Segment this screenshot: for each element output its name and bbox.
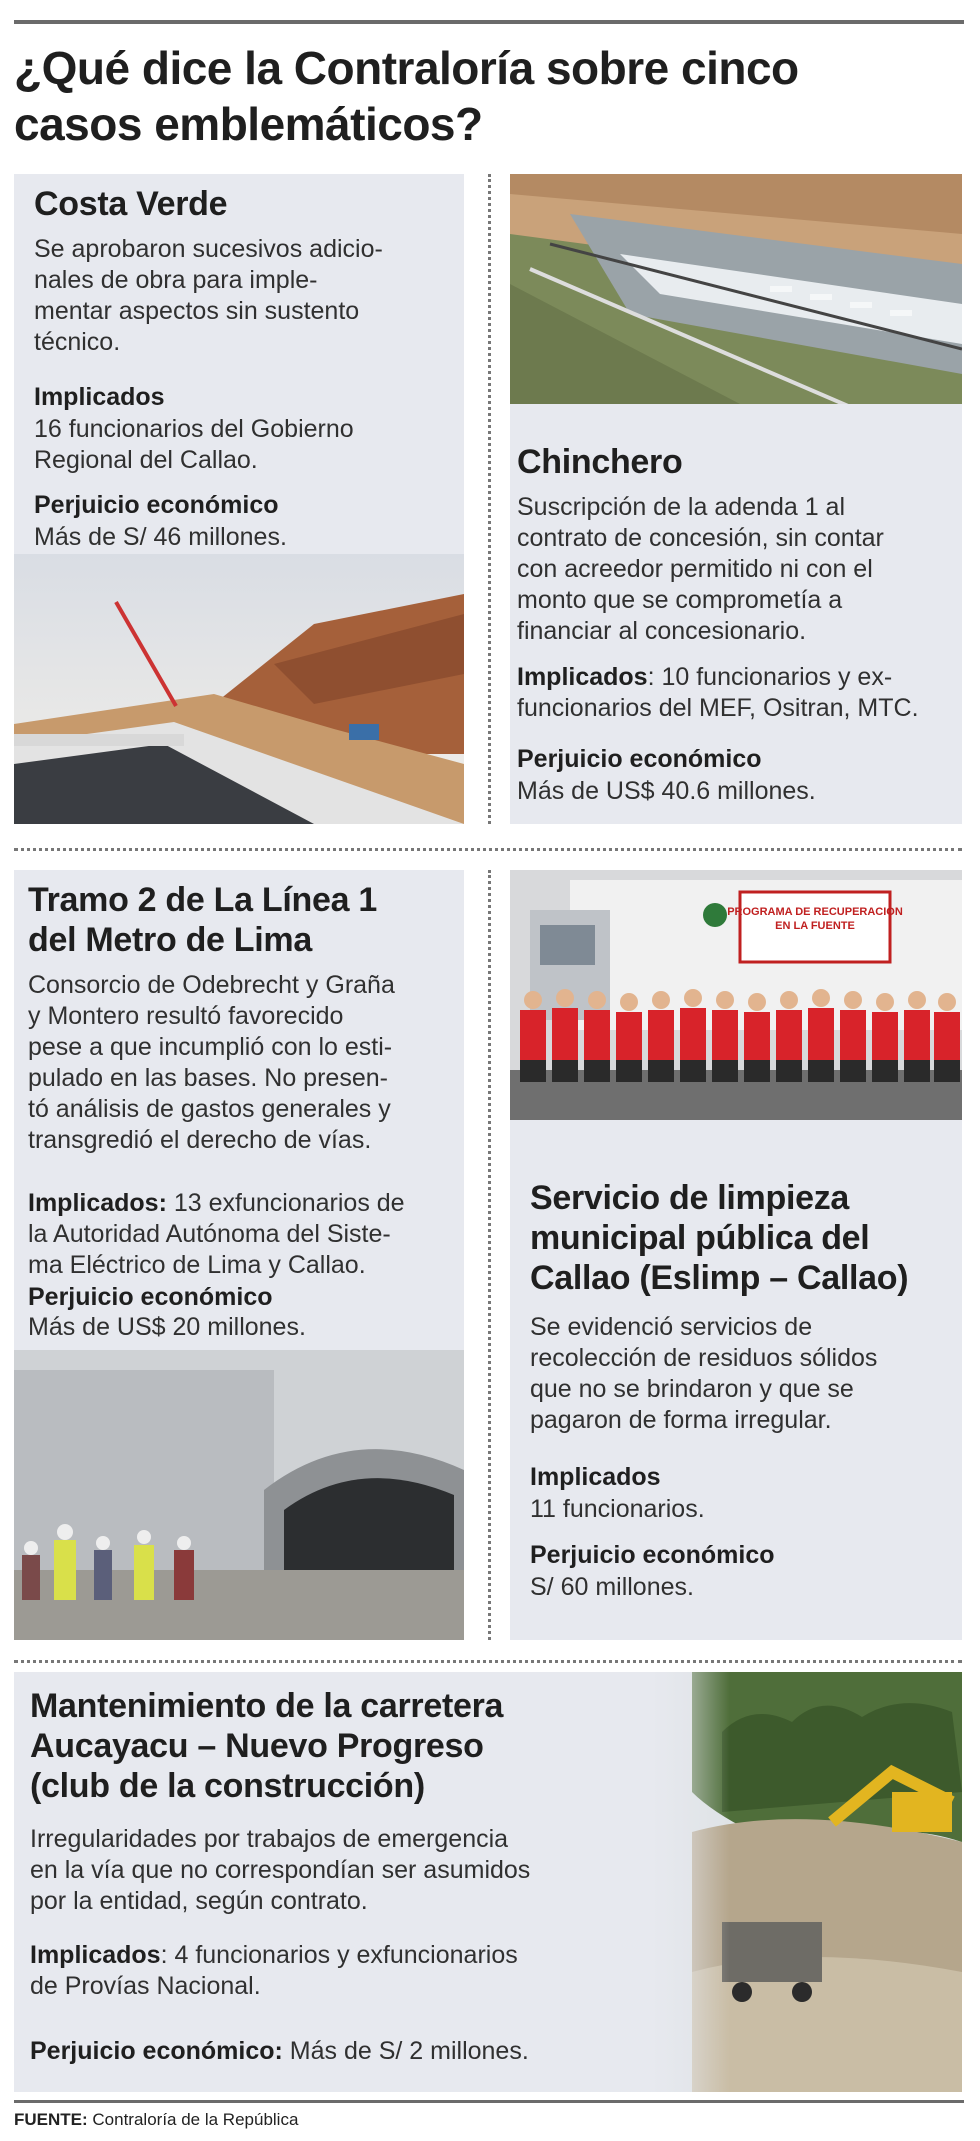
source-text: Contraloría de la República bbox=[87, 2110, 299, 2129]
case-title: Tramo 2 de La Línea 1 del Metro de Lima bbox=[28, 881, 377, 959]
source-label: FUENTE: bbox=[14, 2110, 88, 2129]
case-title: Servicio de limpieza municipal pública del Callao (Eslimp – Callao) bbox=[530, 1179, 909, 1297]
perjuicio-value: Más de US$ 40.6 millones. bbox=[517, 777, 816, 805]
perjuicio-label: Perjuicio económico bbox=[530, 1541, 775, 1569]
case-title: Costa Verde bbox=[34, 185, 228, 223]
column-divider bbox=[488, 174, 491, 824]
column-divider bbox=[488, 870, 491, 1640]
case-aucayacu bbox=[14, 1672, 962, 2092]
implicados-line bbox=[30, 1940, 650, 2002]
implicados-label: Implicados bbox=[34, 383, 165, 411]
implicados-label: Implicados bbox=[530, 1463, 661, 1491]
case-description: Consorcio de Odebrecht y Graña y Montero resultó favorecido pese a que incumplió con lo esti- pulado en las bases. No presen- tó análisis de gastos generales y transgredió el derecho de vías. bbox=[28, 971, 395, 1154]
case-eslimp bbox=[510, 870, 962, 1640]
perjuicio-label: Perjuicio económico bbox=[517, 745, 762, 773]
perjuicio-value: Más de US$ 20 millones. bbox=[28, 1313, 306, 1341]
page-title: ¿Qué dice la Contraloría sobre cinco casos emblemáticos? bbox=[14, 42, 799, 150]
perjuicio-label: Perjuicio económico: bbox=[30, 2037, 283, 2065]
implicados-label: Implicados bbox=[30, 1941, 161, 1969]
case-description: Irregularidades por trabajos de emergencia en la vía que no correspondían ser asumidos por la entidad, según contrato. bbox=[30, 1825, 531, 1915]
cleaning-workers-photo bbox=[510, 870, 962, 1120]
source-note bbox=[14, 2110, 298, 2130]
bottom-rule bbox=[14, 2100, 964, 2103]
truck-banner-text: PROGRAMA DE RECUPERACION EN LA FUENTE bbox=[727, 906, 903, 932]
implicados-value: 16 funcionarios del Gobierno Regional del Callao. bbox=[34, 415, 354, 474]
implicados-value: 13 exfuncionarios de la Autoridad Autónoma del Siste- ma Eléctrico de Lima y Callao. bbox=[28, 1189, 405, 1279]
perjuicio-line bbox=[30, 2036, 650, 2067]
perjuicio-value: Más de S/ 2 millones. bbox=[282, 2037, 529, 2065]
implicados-line bbox=[517, 662, 962, 724]
row-divider bbox=[14, 1660, 962, 1663]
case-title: Mantenimiento de la carretera Aucayacu – Nuevo Progreso (club de la construcción) bbox=[30, 1687, 504, 1805]
case-title: Chinchero bbox=[517, 443, 683, 481]
case-description: Se evidenció servicios de recolección de residuos sólidos que no se brindaron y que se pagaron de forma irregular. bbox=[530, 1313, 878, 1434]
implicados-value: : 4 funcionarios y exfuncionarios de Provías Nacional. bbox=[30, 1941, 518, 2000]
implicados-value: : 10 funcionarios y ex- funcionarios del MEF, Ositran, MTC. bbox=[517, 663, 919, 722]
implicados-label: Implicados: bbox=[28, 1189, 167, 1217]
perjuicio-label: Perjuicio económico bbox=[34, 491, 279, 519]
implicados-line bbox=[28, 1188, 464, 1281]
row-divider bbox=[14, 848, 962, 851]
excavator-roadwork-photo bbox=[652, 1672, 962, 2092]
perjuicio-value: S/ 60 millones. bbox=[530, 1573, 694, 1601]
tunnel-construction-photo bbox=[14, 1350, 464, 1640]
case-chinchero bbox=[510, 174, 962, 824]
case-description: Se aprobaron sucesivos adicio- nales de obra para imple- mentar aspectos sin sustento técnico. bbox=[34, 235, 383, 356]
perjuicio-label: Perjuicio económico bbox=[28, 1283, 273, 1311]
airport-aerial-photo bbox=[510, 174, 962, 424]
case-description: Suscripción de la adenda 1 al contrato de concesión, sin contar con acreedor permitido ni con el monto que se comprometía a financiar al concesionario. bbox=[517, 493, 884, 645]
case-linea-1 bbox=[14, 870, 464, 1640]
top-rule bbox=[14, 20, 964, 24]
implicados-label: Implicados bbox=[517, 663, 648, 691]
case-costa-verde bbox=[14, 174, 464, 824]
implicados-value: 11 funcionarios. bbox=[530, 1495, 705, 1523]
road-construction-photo bbox=[14, 554, 464, 824]
perjuicio-value: Más de S/ 46 millones. bbox=[34, 523, 287, 551]
